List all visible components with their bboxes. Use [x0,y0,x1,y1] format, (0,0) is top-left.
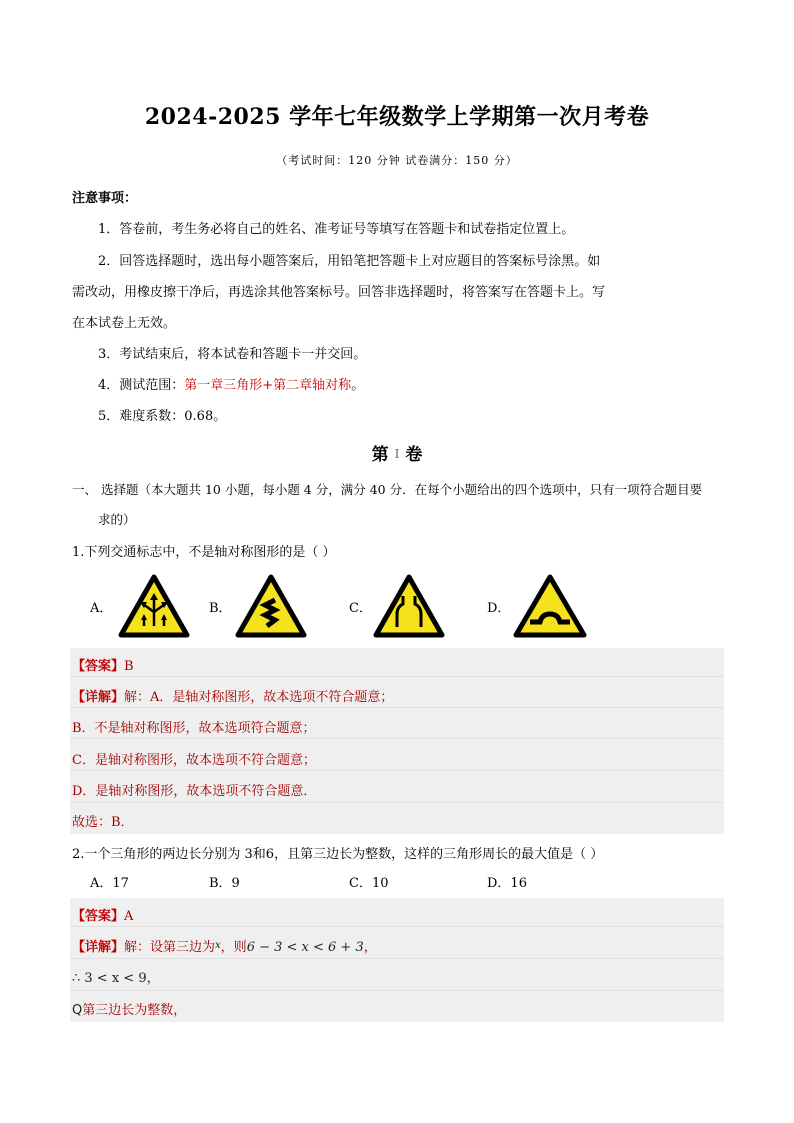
note-2c: 在本试卷上无效。 [72,316,177,331]
q2-detail-1-var: x [215,940,221,951]
q1-option-a: A． [90,601,113,616]
q2-detail-1-prefix: 解：设第三边为 [124,940,216,955]
note-5: 5．难度系数：0.68。 [98,409,227,424]
exam-subtitle: （考试时间：120 分钟 试卷满分：150 分） [276,154,518,167]
q2-detail-1 [72,936,377,955]
part1-instruction-1: 一、 选择题（本大题共 10 小题，每小题 4 分，满分 40 分．在每个小题给出的四个选项中，只有一项符合题目要 [72,482,703,497]
q2-detail-tag: 【详解】 [72,940,125,955]
q1-option-d: D． [487,601,511,616]
q1-answer [72,655,134,674]
section-left: 第 [371,445,389,465]
q2-detail-3 [72,999,186,1018]
q2-answer-divider-1 [70,926,724,927]
section-heading [0,440,794,465]
traffic-sign-arrows-icon [118,574,190,638]
q2-stem: 2.一个三角形的两边长分别为 3和6，且第三边长为整数，这样的三角形周长的最大值是（ ） [72,847,604,862]
notes-heading: 注意事项： [72,191,138,206]
q1-conclusion: 故选：B． [72,815,134,830]
q1-option-b: B． [209,601,232,616]
q1-answer-divider-4 [70,770,724,771]
traffic-sign-hump-bridge-icon [512,574,588,638]
note-4-prefix: 4．测试范围： [98,378,185,393]
q2-answer [72,905,133,924]
note-2a: 2．回答选择题时，选出每小题答案后，用铅笔把答题卡上对应题目的答案标号涂黑。如 [98,254,601,269]
q1-detail-1-text: 解：A．是轴对称图形，故本选项不符合题意； [124,690,394,705]
note-4 [98,374,364,393]
q2-detail-1-suffix: ， [363,940,377,955]
q1-answer-value: B [124,659,134,674]
q1-stem: 1.下列交通标志中，不是轴对称图形的是（ ） [72,545,336,560]
exam-title: 2024-2025 学年七年级数学上学期第一次月考卷 [144,104,650,130]
q2-option-d: D．16 [487,876,527,891]
q2-option-b: B．9 [209,876,240,891]
section-right: 卷 [405,445,423,465]
q1-detail-tag: 【详解】 [72,690,125,705]
q2-answer-value: A [124,909,134,924]
q1-answer-divider-5 [70,802,724,803]
q2-answer-tag: 【答案】 [72,909,125,924]
q2-answer-divider-2 [70,958,724,959]
q1-answer-divider-1 [70,676,724,677]
test-range: 第一章三角形+第二章轴对称 [184,378,352,393]
q1-detail-1 [72,686,393,705]
q2-detail-3-mark: Q [72,1003,83,1018]
q2-detail-3-text: 第三边长为整数， [82,1003,187,1018]
note-2b: 需改动，用橡皮擦干净后，再选涂其他答案标号。回答非选择题时，将答案写在答题卡上。写 [72,285,606,300]
q1-answer-divider-2 [70,707,724,708]
q1-detail-4: D．是轴对称图形，故本选项不符合题意． [72,784,317,799]
q1-option-c: C． [349,601,372,616]
traffic-sign-winding-road-icon [235,574,307,638]
q1-answer-tag: 【答案】 [72,659,125,674]
note-4-suffix: 。 [351,378,365,393]
q2-answer-divider-3 [70,990,724,991]
q2-detail-2: ∴ 3 < x < 9， [72,971,160,986]
q1-detail-3: C．是轴对称图形，故本选项不符合题意； [72,753,316,768]
q2-option-a: A．17 [90,876,129,891]
traffic-sign-narrow-road-icon [373,574,445,638]
q2-option-c: C．10 [349,876,389,891]
note-3: 3．考试结束后，将本试卷和答题卡一并交回。 [98,347,367,362]
q1-detail-2: B．不是轴对称图形，故本选项符合题意； [72,721,316,736]
section-sep: I [394,447,400,461]
part1-instruction-2: 求的） [98,512,136,527]
q2-detail-1-expr: 6 − 3 < x < 6 + 3 [246,940,364,955]
note-1: 1．答卷前，考生务必将自己的姓名、准考证号等填写在答题卡和试卷指定位置上。 [98,222,575,237]
q2-detail-1-mid: ，则 [220,940,247,955]
q1-answer-divider-3 [70,738,724,739]
